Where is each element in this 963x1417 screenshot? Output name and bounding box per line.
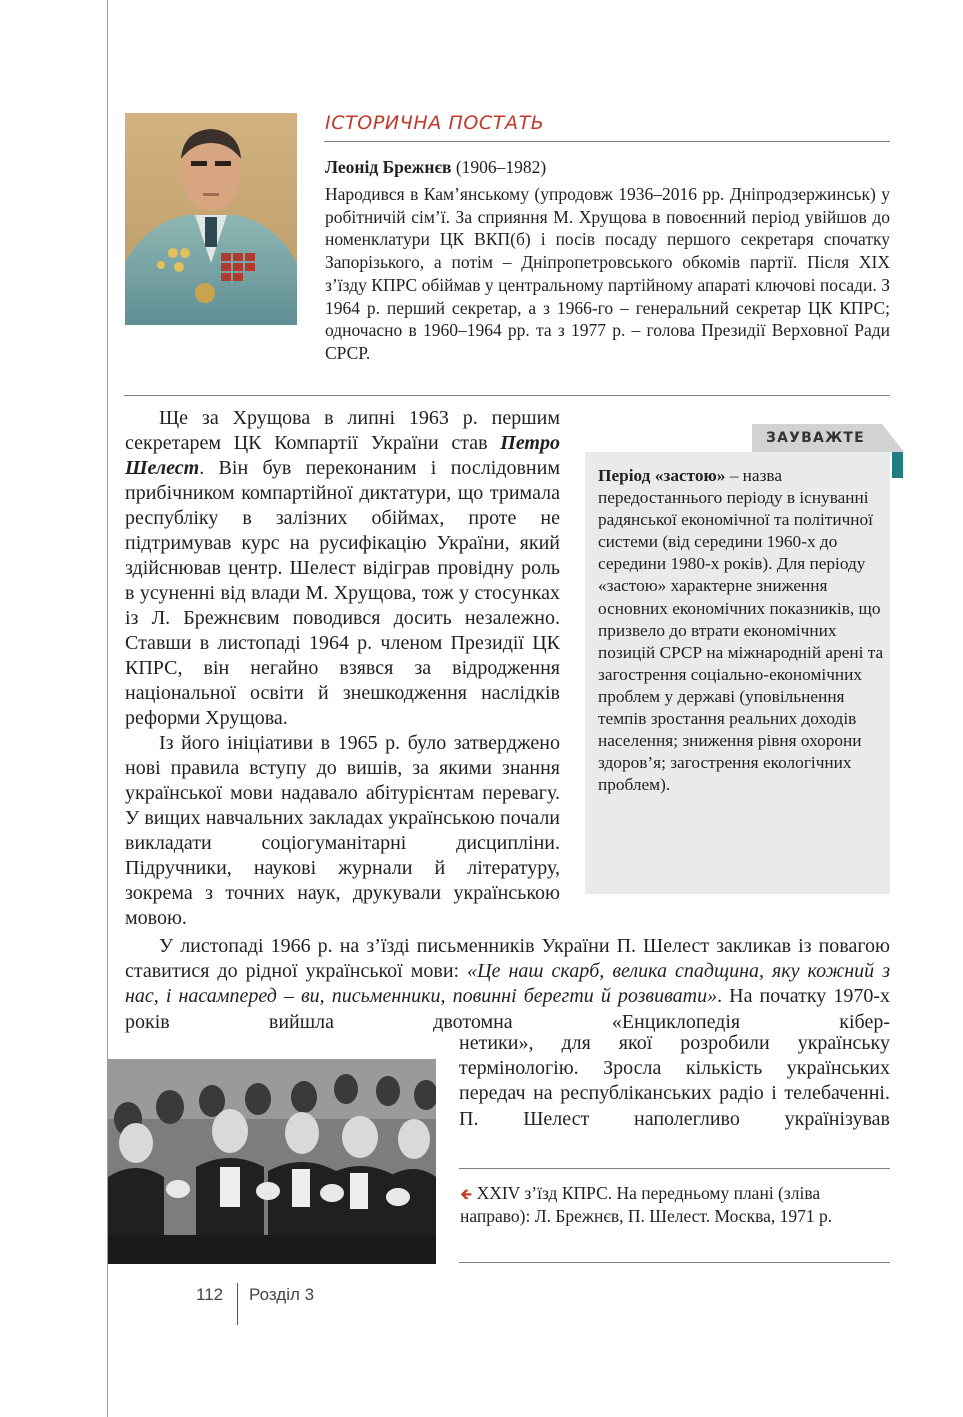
note-text	[598, 465, 888, 796]
note-term: Період «застою»	[598, 466, 726, 485]
paragraph-1	[125, 406, 560, 731]
note-label: ЗАУВАЖТЕ	[752, 424, 882, 452]
caption-bottom-rule	[459, 1262, 890, 1263]
note-tab-tip	[882, 424, 904, 452]
paragraph-3	[125, 934, 890, 1035]
brezhnev-portrait	[125, 113, 297, 325]
congress-photo	[108, 1059, 436, 1264]
note-definition: – назва передостаннього періоду в існуванні радянської економічної та політичної системи (від середини 1960-х до середини 1980-х років). Для періоду «застою» характерне зниження основних економічних показників, що призвело до втрати економічних позицій СРСР на міжнародній арені та загострення соціально-економічних проблем у державі (уповільнення темпів зростання реальних доходів населення; зниження рівня охорони здоров’я; загострення екологічних проблем).	[598, 466, 884, 795]
section-rule	[124, 395, 890, 396]
caption-top-rule	[459, 1168, 890, 1169]
figure-name-line	[325, 157, 546, 178]
biography: Народився в Кам’янському (упродовж 1936–2016 рр. Дніпродзержинськ) у робітничій сім’ї. За сприяння М. Хрущова в повоєнний період увійшов до номенклатури ЦК ВКП(б) і посів посаду першого секретаря спочатку Запорізького, а потім – Дніпропетровського обкомів партії. Після XIX з’їзду КПРС обіймав у центральному партійному апараті ключові посади. З 1964 р. перший секретар, а з 1966-го – генеральний секретар ЦК КПРС; одночасно в 1960–1964 рр. та з 1977 р. – голова Президії Верховної Ради СРСР.	[325, 184, 890, 363]
paragraph-2: Із його ініціативи в 1965 р. було затверджено нові правила вступу до вишів, за якими знання української мови надавало абітурієнтам перевагу. У вищих навчальних закладах українською почали викладати соціогуманітарні дисципліни. Підручники, наукові журнали й літературу, зокрема з точних наук, друкували українською мовою.	[125, 732, 560, 929]
paragraph-1-end: . Він був переконаним і послідовним прибічником компартійної диктатури, що тримала республіку в залізних обіймах, проте не підтримував курс на русифікацію України, який здійснював центр. Шелест відіграв провідну роль в усуненні від влади М. Хрущова, тож у стосунках із Л. Брежнєвим поводився досить незалежно. Ставши в листопаді 1964 р. членом Президії ЦК КПРС, він негайно взявся за відродження національної освіти й знешкодження наслідків реформи Хрущова.	[125, 457, 560, 729]
figure-years: (1906–1982)	[451, 157, 547, 177]
note-accent	[892, 452, 903, 478]
wide-text	[125, 934, 890, 1035]
paragraph-3-start: У листопаді 1966 р. на з’їзді письменників України П. Шелест закликав із повагою ставитися до рідної української мови:	[125, 935, 890, 983]
photo-caption	[460, 1182, 880, 1228]
paragraph-1-start: Ще за Хрущова в липні 1963 р. першим секретарем ЦК Компартії України став	[125, 407, 560, 454]
person-name-shelest: Петро Шелест	[125, 432, 560, 479]
footer-divider	[237, 1283, 238, 1325]
paragraph-3-end: . На початку 1970-х років вийшла двотомна «Енциклопедія кібер-	[125, 985, 891, 1033]
paragraph-3-continuation: нетики», для якої розробили українську термінологію. Зросла кількість українських передач на республіканських радіо і телебаченні. П. Шелест наполегливо українізував	[459, 1032, 890, 1130]
title-rule	[324, 141, 890, 142]
main-text-column	[125, 406, 560, 931]
page-number: 112	[196, 1285, 224, 1304]
figure-name: Леонід Брежнєв	[325, 157, 452, 177]
photo-caption-text: XXIV з’їзд КПРС. На передньому плані (зліва направо): Л. Брежнєв, П. Шелест. Москва, 1971 р.	[460, 1183, 833, 1227]
writers-quote: «Це наш скарб, велика спадщина, яку кожний з нас, і насамперед – ви, письменники, повинні берегти й розвивати»	[125, 960, 890, 1008]
section-label: Розділ 3	[249, 1285, 315, 1304]
section-title: ІСТОРИЧНА ПОСТАТЬ	[325, 112, 545, 134]
arrow-left-icon: 🡸	[460, 1185, 473, 1203]
